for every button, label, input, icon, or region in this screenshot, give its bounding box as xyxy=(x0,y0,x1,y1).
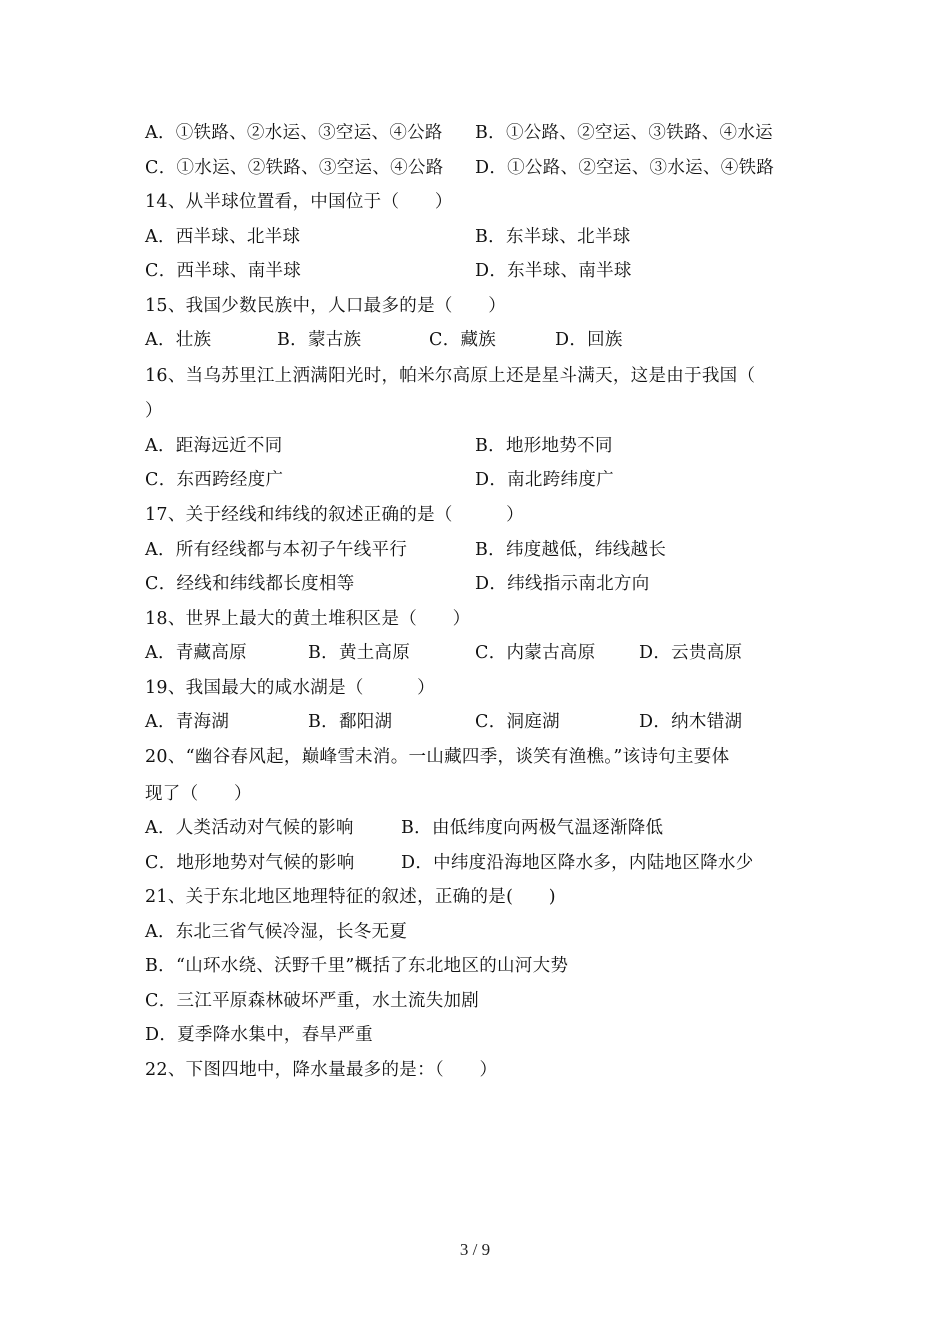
q20-option-a: A．人类活动对气候的影响 xyxy=(145,818,354,838)
q21-option-d: D．夏季降水集中，春旱严重 xyxy=(145,1025,373,1045)
page-number: 3 / 9 xyxy=(459,1240,491,1259)
q14-option-b: B．东半球、北半球 xyxy=(475,227,631,247)
q17-option-c: C．经线和纬线都长度相等 xyxy=(145,574,355,594)
q19-option-c: C．洞庭湖 xyxy=(475,712,560,732)
q13-option-a: A．①铁路、②水运、③空运、④公路 xyxy=(145,123,443,143)
q14-stem: 14、从半球位置看，中国位于（ ） xyxy=(145,192,453,212)
q16-option-a: A．距海远近不同 xyxy=(145,436,283,456)
q16-option-c: C．东西跨经度广 xyxy=(145,470,284,490)
q17-stem: 17、关于经线和纬线的叙述正确的是（ ） xyxy=(145,505,524,525)
q20-option-d: D．中纬度沿海地区降水多，内陆地区降水少 xyxy=(401,853,754,873)
q18-stem: 18、世界上最大的黄土堆积区是（ ） xyxy=(145,609,471,629)
q15-option-a: A．壮族 xyxy=(145,330,212,350)
q21-option-a: A．东北三省气候冷湿，长冬无夏 xyxy=(145,922,408,942)
q17-option-a: A．所有经线都与本初子午线平行 xyxy=(145,540,408,560)
q20-option-b: B．由低纬度向两极气温逐渐降低 xyxy=(401,818,664,838)
q14-option-d: D．东半球、南半球 xyxy=(475,261,632,281)
q22-stem: 22、下图四地中，降水量最多的是：（ ） xyxy=(145,1060,498,1080)
q19-stem: 19、我国最大的咸水湖是（ ） xyxy=(145,678,435,698)
q17-option-b: B．纬度越低，纬线越长 xyxy=(475,540,667,560)
q15-option-c: C．藏族 xyxy=(429,330,497,350)
q19-option-d: D．纳木错湖 xyxy=(639,712,743,732)
q20-stem-line-2: 现了（ ） xyxy=(145,784,252,804)
q14-option-a: A．西半球、北半球 xyxy=(145,227,301,247)
q21-option-c: C．三江平原森林破坏严重，水土流失加剧 xyxy=(145,991,480,1011)
q18-option-c: C．内蒙古高原 xyxy=(475,643,596,663)
q17-option-d: D．纬线指示南北方向 xyxy=(475,574,650,594)
q20-option-c: C．地形地势对气候的影响 xyxy=(145,853,355,873)
q18-option-b: B．黄土高原 xyxy=(308,643,411,663)
q15-option-d: D．回族 xyxy=(555,330,623,350)
q16-stem-line-2: ） xyxy=(145,401,163,421)
q19-option-a: A．青海湖 xyxy=(145,712,230,732)
q18-option-a: A．青藏高原 xyxy=(145,643,247,663)
q18-option-d: D．云贵高原 xyxy=(639,643,743,663)
q15-stem: 15、我国少数民族中，人口最多的是（ ） xyxy=(145,296,507,316)
q15-option-b: B．蒙古族 xyxy=(277,330,362,350)
q21-stem: 21、关于东北地区地理特征的叙述，正确的是( ) xyxy=(145,887,556,907)
q13-option-c: C．①水运、②铁路、③空运、④公路 xyxy=(145,158,444,178)
q19-option-b: B．鄱阳湖 xyxy=(308,712,393,732)
q16-option-b: B．地形地势不同 xyxy=(475,436,613,456)
q14-option-c: C．西半球、南半球 xyxy=(145,261,302,281)
q21-option-b: B．“山环水绕、沃野千里”概括了东北地区的山河大势 xyxy=(145,956,569,976)
q13-option-b: B．①公路、②空运、③铁路、④水运 xyxy=(475,123,773,143)
q16-option-d: D．南北跨纬度广 xyxy=(475,470,614,490)
q13-option-d: D．①公路、②空运、③水运、④铁路 xyxy=(475,158,775,178)
q16-stem-line-1: 16、当乌苏里江上洒满阳光时，帕米尔高原上还是星斗满天，这是由于我国（ xyxy=(145,366,756,386)
q20-stem-line-1: 20、“幽谷春风起，巅峰雪未消。一山藏四季，谈笑有渔樵。”该诗句主要体 xyxy=(145,747,730,767)
